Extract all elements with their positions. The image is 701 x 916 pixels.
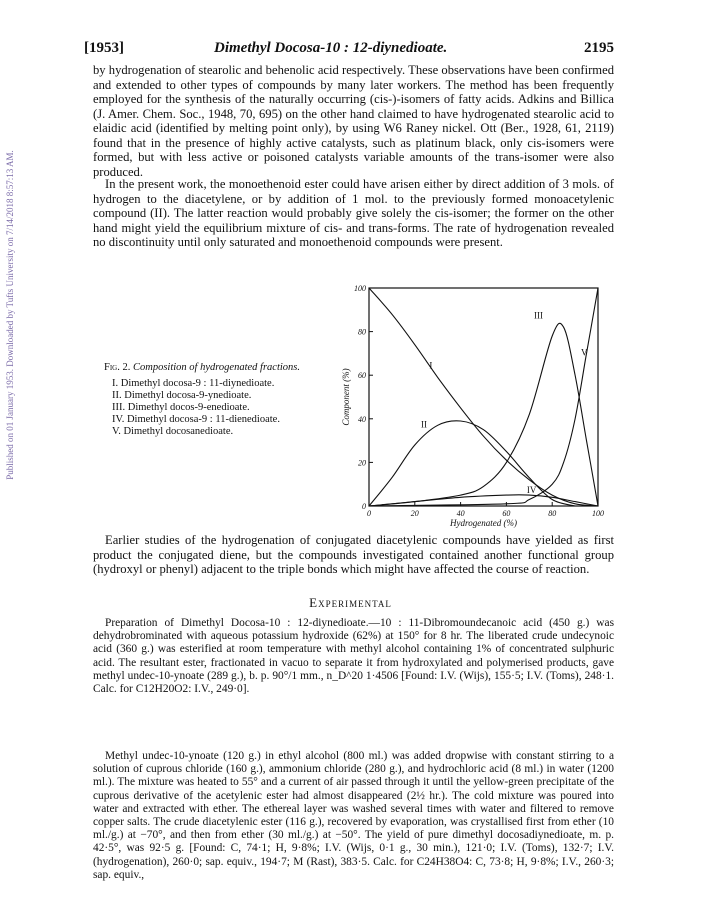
x-tick-label: 0 (367, 509, 371, 518)
series-line-I (369, 288, 598, 506)
series-label-IV: IV (526, 484, 537, 495)
x-axis-label: Hydrogenated (%) (450, 518, 517, 528)
series-label-V: V (581, 347, 588, 358)
x-tick-label: 60 (502, 509, 511, 518)
y-tick-label: 40 (358, 414, 366, 424)
header-year: [1953] (84, 40, 124, 56)
paragraph-1: by hydrogenation of stearolic and behenolic acid respectively. These observations have been confirmed and extended to other types of compounds by many later workers. The method has been frequently employed for the synthesis of the naturally occurring (cis-)-isomers of fatty acids. Adkins and Billica (J. Amer. Chem. Soc., 1948, 70, 695) on the other hand claimed to have hydrogenated stearolic acid to elaidic acid (identified by melting point only), by using W6 Raney nickel. Ott (Ber., 1928, 61, 2119) found that in the presence of highly active catalysts, such as platinum black, only cis-isomers were formed, but with less active or poisoned catalysts variable amounts of the trans-isomer were also produced. (93, 63, 614, 179)
x-tick-label: 100 (592, 509, 604, 518)
series-line-III (369, 323, 598, 506)
y-tick-label: 80 (358, 327, 366, 337)
legend-item-4: IV. Dimethyl docosa-9 : 11-dienedioate. (112, 414, 280, 425)
page-header (84, 40, 614, 58)
header-title: Dimethyl Docosa-10 : 12-diynedioate. (214, 40, 448, 56)
y-tick-label: 60 (358, 371, 366, 381)
paragraph-3: Earlier studies of the hydrogenation of conjugated diacetylenic compounds have yielded as first product the conjugated diene, but the compounds investigated contained another functional group (hydroxyl or phenyl) adjacent to the triple bonds which might have affected the course of reaction. (93, 533, 614, 576)
x-tick-label: 20 (410, 509, 419, 518)
x-tick-label: 80 (548, 509, 557, 518)
experimental-heading: Experimental (309, 595, 392, 610)
legend-item-3: III. Dimethyl docos-9-enedioate. (112, 402, 250, 413)
download-watermark-text: Published on 01 January 1953. Downloaded by Tufts University on 7/14/2018 8:57:13 AM. (5, 150, 15, 480)
download-watermark (0, 70, 20, 560)
x-tick-label: 40 (456, 509, 465, 518)
paragraph-5: Methyl undec-10-ynoate (120 g.) in ethyl alcohol (800 ml.) was added dropwise with constant stirring to a solution of cuprous chloride (160 g.), ammonium chloride (280 g.), and hydrochloric acid (8 ml.) in water (1200 ml.). The mixture was heated to 55° and a current of air passed through it until the yellow-green precipitate of the cuprous derivative of the acetylenic ester had almost disappeared (2½ hr.). The cold mixture was poured into water and extracted with ether. The ethereal layer was washed several times with water and filtered to remove copper salts. The crude diacetylenic ester (116 g.), recovered by evaporation, was crystallised first from ether (10 ml./g.) at −70°, and then from ether (30 ml./g.) at −50°. The yield of pure dimethyl docosadiynedioate, m. p. 42·5°, was 92·5 g. [Found: C, 74·1; H, 9·8%; I.V. (Wijs, 0·1 g., 30 min.), 121·0; I.V. (Toms), 132·7; I.V. (hydrogenation), 260·0; sap. equiv., 194·7; M (Rast), 383·5. Calc. for C24H38O4: C, 73·8; H, 9·8%; I.V., 260·3; sap. equiv., (93, 750, 614, 881)
paragraph-2: In the present work, the monoethenoid ester could have arisen either by direct addition of 3 mols. of hydrogen to the diacetylene, or by addition of 1 mol. to the previously formed monoacetylenic compound (II). The latter reaction would probably give solely the cis-isomer; the former on the other hand might yield the equilibrium mixture of cis- and trans-forms. The rate of hydrogenation revealed no discontinuity until only saturated and monoethenoid compounds were present. (93, 177, 614, 249)
legend-item-2: II. Dimethyl docosa-9-ynedioate. (112, 390, 252, 401)
header-page-number: 2195 (584, 40, 614, 56)
y-tick-label: 20 (358, 458, 366, 468)
series-label-III: III (533, 310, 543, 321)
series-line-V (369, 288, 598, 506)
plot-frame (369, 288, 598, 506)
y-axis-label: Component (%) (341, 368, 351, 426)
legend-item-5: V. Dimethyl docosanedioate. (112, 426, 234, 437)
legend-item-1: I. Dimethyl docosa-9 : 11-diynedioate. (112, 378, 275, 389)
series-label-II: II (420, 419, 427, 430)
figure-title: Composition of hydrogenated fractions. (132, 362, 301, 373)
figure-label: Fig. 2. (104, 362, 131, 373)
series-line-IV (369, 495, 598, 506)
figure-caption (104, 362, 354, 438)
y-tick-label: 0 (362, 502, 366, 511)
series-label-I: I (429, 360, 433, 371)
paragraph-4: Preparation of Dimethyl Docosa-10 : 12-diynedioate.—10 : 11-Dibromoundecanoic acid (450 g.) was dehydrobrominated with aqueous potassium hydroxide (62%) at 150° for 8 hr. The liberated crude undecynoic acid (360 g.) was esterified at room temperature with methyl alcohol containing 1% of concentrated sulphuric acid. The resultant ester, fractionated in vacuo to separate it from hydroxylated and polymerised products, gave methyl undec-10-ynoate (289 g.), b. p. 90°/1 mm., n_D^20 1·4506 [Found: I.V. (Wijs), 155·5; I.V. (Toms), 248·1. Calc. for C12H20O2: I.V., 249·0]. (93, 617, 614, 696)
series-line-II (369, 421, 575, 506)
y-tick-label: 100 (354, 284, 366, 293)
